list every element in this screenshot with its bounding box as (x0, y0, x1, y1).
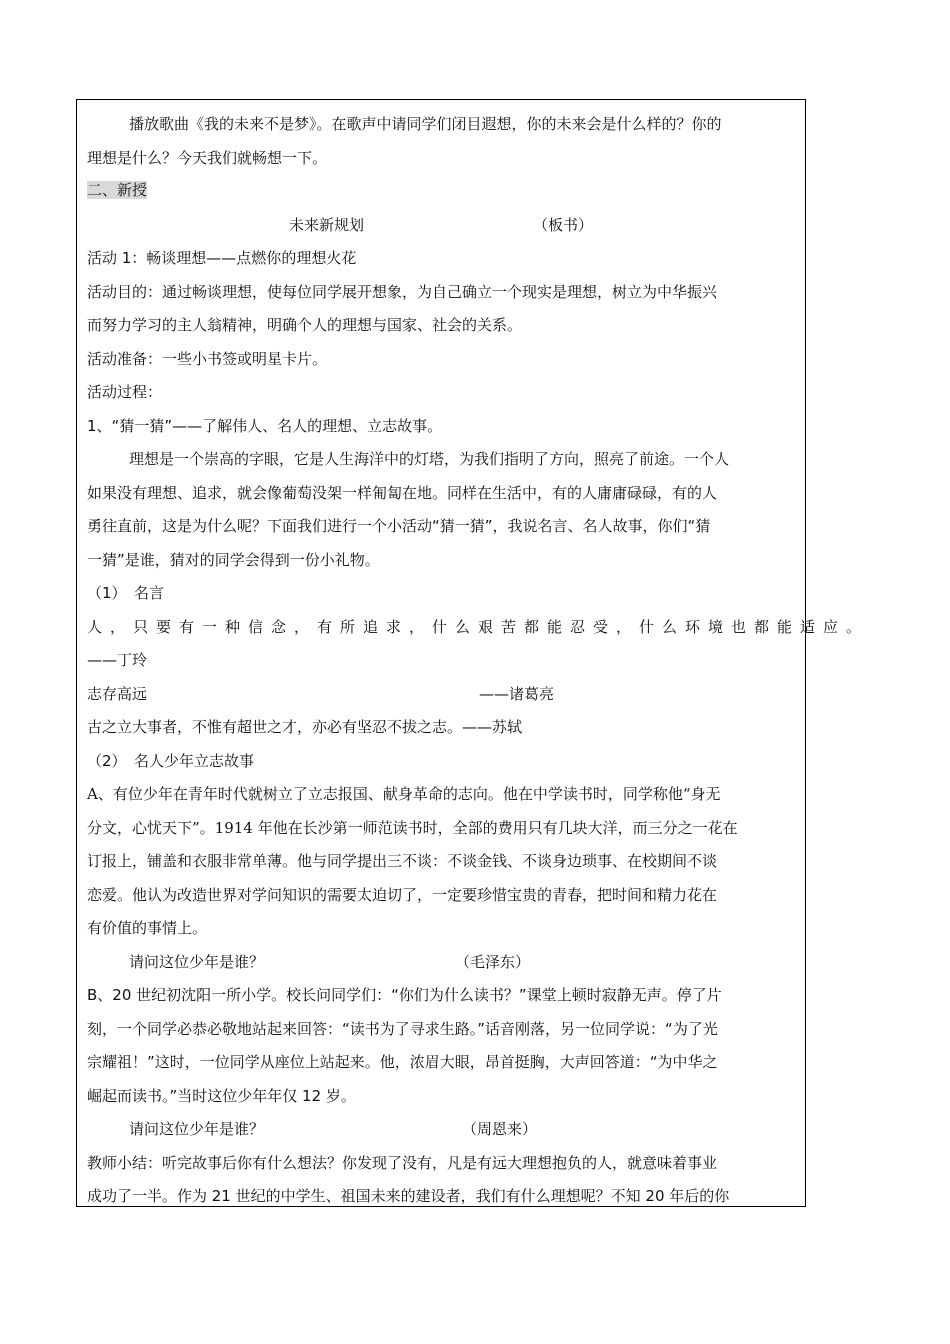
board-title: 未来新规划 (289, 215, 365, 234)
story-a-line: 分文，心忧天下”。1914 年他在长沙第一师范读书时，全部的费用只有几块大洋，而三分之一花在 (87, 818, 738, 837)
activity-prep: 活动准备：一些小书签或明星卡片。 (87, 349, 328, 368)
quote-1-author: ——丁玲 (87, 651, 148, 669)
story-b-question-row (87, 1117, 799, 1151)
activity-process: 活动过程： (87, 383, 163, 401)
board-note: （板书） (533, 215, 594, 234)
quote-1: 人，只要有一种信念，有所追求，什么艰苦都能忍受，什么环境也都能适应。 (87, 617, 870, 636)
stories-heading: （2） 名人少年立志故事 (87, 751, 255, 770)
quote-3: 古之立大事者，不惟有超世之才，亦必有坚忍不拔之志。——苏轼 (87, 718, 523, 736)
story-a-question-row (87, 950, 799, 984)
activity-title: 活动 1：畅谈理想——点燃你的理想火花 (87, 249, 357, 267)
story-b-line: 崛起而读书。”当时这位少年年仅 12 岁。 (87, 1086, 356, 1105)
story-b-question: 请问这位少年是谁？ (129, 1120, 265, 1138)
section-heading: 二、新授 (87, 181, 148, 199)
story-a-question: 请问这位少年是谁？ (129, 952, 265, 971)
story-b-line: 宗耀祖！”这时，一位同学从座位上站起来。他，浓眉大眼，昂首挺胸，大声回答道：“为中华之 (87, 1053, 718, 1071)
story-b-answer: （周恩来） (462, 1120, 538, 1138)
guess-title: 1、“猜一猜”——了解伟人、名人的理想、立志故事。 (87, 416, 443, 435)
quote-2: 志存高远 (87, 684, 148, 703)
story-a-line: 有价值的事情上。 (87, 919, 208, 937)
activity-purpose-line: 而努力学习的主人翁精神，明确个人的理想与国家、社会的关系。 (87, 316, 523, 334)
quote-2-row (87, 682, 799, 716)
story-a-line: 恋爱。他认为改造世界对学问知识的需要太迫切了，一定要珍惜宝贵的青春，把时间和精力花在 (87, 885, 718, 904)
quote-2-author: ——诸葛亮 (479, 684, 555, 703)
intro-line: 理想是什么？今天我们就畅想一下。 (87, 148, 328, 167)
guess-paragraph-line: 勇往直前，这是为什么呢？下面我们进行一个小活动“猜一猜”，我说名言、名人故事，你们“猜 (87, 517, 711, 535)
intro-line: 播放歌曲《我的未来不是梦》。在歌声中请同学们闭目遐想，你的未来会是什么样的？你的 (129, 115, 722, 133)
lesson-content (87, 112, 870, 1218)
story-b-line: B、20 世纪初沈阳一所小学。校长问同学们：“你们为什么读书？”课堂上顿时寂静无声。停了片 (87, 986, 722, 1004)
board-title-row (87, 213, 799, 247)
story-a-answer: （毛泽东） (455, 952, 531, 971)
quotes-heading: （1） 名言 (87, 584, 165, 602)
guess-paragraph-line: 一猜”是谁，猜对的同学会得到一份小礼物。 (87, 550, 380, 569)
activity-purpose-line: 活动目的：通过畅谈理想，使每位同学展开想象，为自己确立一个现实是理想，树立为中华振兴 (87, 282, 718, 301)
summary-line: 教师小结：听完故事后你有什么想法？你发现了没有，凡是有远大理想抱负的人，就意味着事业 (87, 1153, 718, 1172)
story-b-line: 刻，一个同学必恭必敬地站起来回答：“读书为了寻求生路。”话音刚落，另一位同学说：“为了光 (87, 1019, 718, 1038)
summary-line: 成功了一半。作为 21 世纪的中学生、祖国未来的建设者，我们有什么理想呢？不知 20 年后的你 (87, 1187, 730, 1205)
guess-paragraph-line: 如果没有理想、追求，就会像葡萄没架一样匍匐在地。同样在生活中，有的人庸庸碌碌，有的人 (87, 483, 718, 502)
story-a-line: A、有位少年在青年时代就树立了立志报国、献身革命的志向。他在中学读书时，同学称他“身无 (87, 785, 721, 803)
lesson-table-cell (76, 99, 870, 1207)
guess-paragraph-line: 理想是一个崇高的字眼，它是人生海洋中的灯塔，为我们指明了方向，照亮了前途。一个人 (129, 450, 730, 468)
story-a-line: 订报上，铺盖和衣服非常单薄。他与同学提出三不谈：不谈金钱、不谈身边琐事、在校期间不谈 (87, 852, 718, 870)
